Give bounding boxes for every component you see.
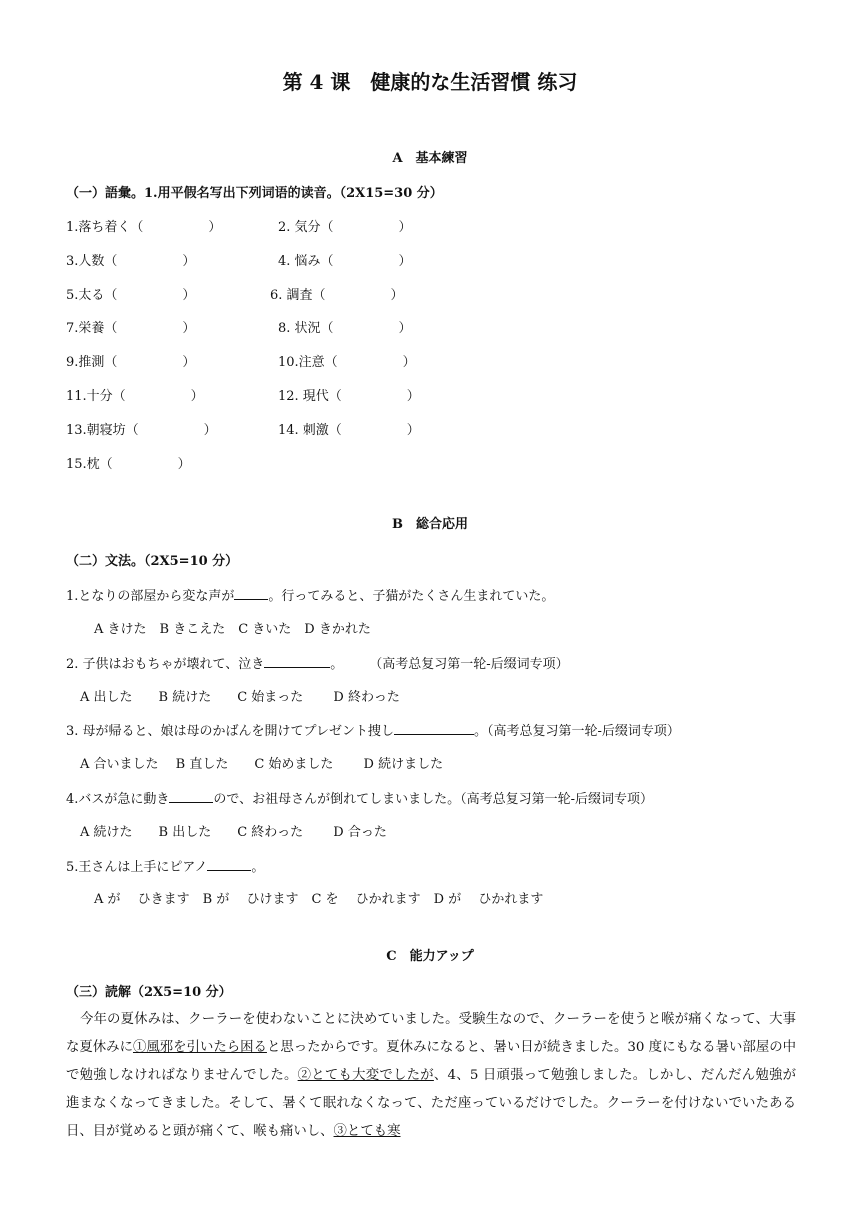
- vocab-item: 11.十分（ ）: [66, 389, 204, 404]
- vocab-item: 4. 悩み（ ）: [278, 254, 412, 269]
- grammar-options-1: A きけた B きこえた C きいた D きかれた: [94, 622, 371, 637]
- underlined-phrase-3: ③とても寒: [333, 1124, 401, 1139]
- grammar-options-5: A が ひきます B が ひけます C を ひかれます D が ひかれます: [94, 892, 544, 907]
- question-text: 。行ってみると、子猫がたくさん生まれていた。: [268, 589, 555, 604]
- vocab-item: 8. 状況（ ）: [278, 321, 412, 336]
- grammar-question-2: [66, 655, 569, 674]
- grammar-options-3: A 合いました B 直した C 始めました D 続けました: [80, 757, 444, 772]
- vocab-heading: （一）語彙。1.用平假名写出下列词语的读音。（2X15=30 分）: [66, 186, 443, 201]
- passage-text: 、4、5 日頑張って勉強しました。しかし、だんだん勉強が進まなくなってきました。そして、暑くて眠れなくなって、ただ座っているだけでした。クーラーを付けないでいたある日、目が覚めると頭が痛くて、喉も痛いし、: [66, 1068, 797, 1139]
- grammar-options-4: A 続けた B 出した C 終わった D 合った: [80, 825, 387, 840]
- grammar-question-5: [66, 858, 264, 877]
- underlined-phrase-1: ①風邪を引いたら困る: [132, 1040, 267, 1055]
- vocab-item: 1.落ち着く（ ）: [66, 220, 222, 235]
- grammar-question-3: [66, 722, 680, 741]
- question-text: ので、お祖母さんが倒れてしまいました。（高考总复习第一轮-后缀词专项）: [213, 792, 654, 807]
- reading-heading: （三）読解（2X5=10 分）: [66, 985, 232, 1000]
- passage-text: 今年の夏休みは、クーラーを使わないことに決めていました。受験生なので、クーラーを使うと喉が痛くなって、大事な夏休みに: [66, 1012, 796, 1055]
- question-text: 3. 母が帰ると、娘は母のかばんを開けてプレゼント捜し: [66, 724, 395, 739]
- passage-text: と思ったからです。夏休みになると、暑い日が続きました。30 度にもなる暑い部屋の中で勉強しなければなりませんでした。: [66, 1040, 797, 1083]
- answer-blank[interactable]: [394, 722, 474, 735]
- question-text: 2. 子供はおもちゃが壊れて、泣き: [66, 657, 265, 672]
- section-c-heading: C 能力アップ: [386, 949, 474, 964]
- question-text: 。: [251, 860, 265, 875]
- vocab-item: 5.太る（ ）: [66, 288, 196, 303]
- section-a-heading: A 基本練習: [392, 151, 468, 166]
- vocab-item: 10.注意（ ）: [278, 355, 416, 370]
- vocab-item: 9.推測（ ）: [66, 355, 196, 370]
- vocab-item: 14. 刺激（ ）: [278, 423, 420, 438]
- reading-passage: [66, 1006, 796, 1146]
- grammar-options-2: A 出した B 続けた C 始まった D 終わった: [80, 690, 400, 705]
- grammar-question-4: [66, 790, 653, 809]
- underlined-phrase-2: ②とても大変でしたが: [297, 1068, 434, 1083]
- question-text: 4.バスが急に動き: [66, 792, 170, 807]
- grammar-heading: （二）文法。（2X5=10 分）: [66, 554, 239, 569]
- vocab-item: 15.枕（ ）: [66, 457, 191, 472]
- vocab-item: 2. 気分（ ）: [278, 220, 412, 235]
- vocab-item: 3.人数（ ）: [66, 254, 196, 269]
- vocab-item: 13.朝寝坊（ ）: [66, 423, 217, 438]
- vocab-item: 6. 調査（ ）: [270, 288, 404, 303]
- question-text: 。（高考总复习第一轮-后缀词专项）: [474, 724, 680, 739]
- answer-blank[interactable]: [234, 587, 268, 600]
- section-b-heading: B 総合応用: [392, 517, 468, 532]
- vocab-item: 12. 現代（ ）: [278, 389, 420, 404]
- answer-blank[interactable]: [169, 790, 213, 803]
- answer-blank[interactable]: [207, 858, 251, 871]
- answer-blank[interactable]: [264, 655, 330, 668]
- grammar-question-1: [66, 587, 554, 606]
- question-text: 1.となりの部屋から変な声が: [66, 589, 235, 604]
- page-title: 第 4 课 健康的な生活習慣 练习: [282, 70, 578, 94]
- question-text: 5.王さんは上手にピアノ: [66, 860, 208, 875]
- vocab-item: 7.栄養（ ）: [66, 321, 196, 336]
- question-text: 。 （高考总复习第一轮-后缀词专项）: [330, 657, 569, 672]
